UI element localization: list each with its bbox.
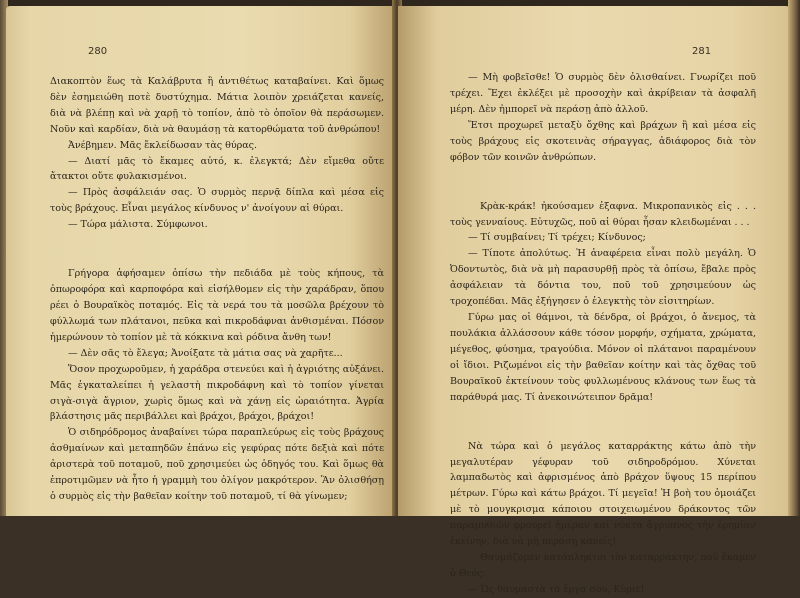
paragraph: — Τίποτε ἀπολύτως. Ἡ ἀναφέρεια εἶναι πολὺ μεγάλη. Ὁ Ὀδοντωτὸς, διὰ νὰ μὴ παρασυρθῇ πρὸς τὰ ὀπίσω, ἔβαλε πρὸς ἀσφάλειαν τὰ δόντια του, ποῦ τοῦ χρησιμεύουν ὡς τροχοπέδαι. Μᾶς ἐξήγησεν ὁ ἐλεγκτὴς τὸν εἰσιτηρίων. bbox=[450, 248, 756, 308]
paragraph: — Δὲν σᾶς τὸ ἔλεγα; Ἀνοίξατε τὰ μάτια σας νὰ χαρῆτε... bbox=[68, 347, 343, 359]
paragraph-gap bbox=[450, 415, 756, 429]
paragraph: Γρήγορα ἀφήσαμεν ὀπίσω τὴν πεδιάδα μὲ τοὺς κήπους, τὰ ὀπωροφόρα καὶ καρποφόρα καὶ εἰσήλθομεν εἰς τὴν χαράδραν, ὅπου ρέει ὁ Βουραϊκὸς ποταμός. Εἰς τὰ νερά του τὰ μοσῶλα βρέχουν τὸ φύλλωμά των πλάτανοι, πεῦκα καὶ πικροδάφναι ἀνθισμέναι. Πόσον ἡμερώνουν τὸ τοπίον μὲ τὰ κόκκινα καὶ ρόδινα ἄνθη των! bbox=[50, 268, 384, 343]
paragraph: Θαυμάζομεν κατάπληκτοι τὸν καταρράκτην, ποῦ ἔκαμεν ὁ Θεός: bbox=[450, 551, 756, 579]
paragraph: Γύρω μας οἱ θάμνοι, τὰ δένδρα, οἱ βράχοι, ὁ ἄνεμος, τὰ πουλάκια ἀλλάσσουν κάθε τόσον μορφήν, σχήματα, χρώματα, μέγεθος, φύσημα, τραγούδια. Μόνον οἱ πλάτανοι παραμένουν οἱ ἴδιοι. Ριζωμένοι εἰς τὴν βαθεῖαν κοίτην καὶ τὰς ὄχθας τοῦ Βουραϊκοῦ ἐκτείνουν τοὺς φυλλωμένους κλάνους των ἕως τὰ παράθυρά μας. Τί ἀνεκοινώτειπον δρᾶμα! bbox=[450, 311, 756, 403]
paragraph: Ὁ σιδηρόδρομος ἀναβαίνει τώρα παραπλεύρως εἰς τοὺς βράχους ἀσθμαίνων καὶ μεταπηδῶν ἐπάνω εἰς γεφύρας πότε δεξιὰ καὶ πότε ἀριστερὰ τοῦ ποταμοῦ, ποῦ χρησιμεύει ὡς ὁδηγός του. Καὶ ὅμως θὰ ἐπροτιμῶμεν νὰ ἦτο ἡ γραμμὴ του ὀλίγον μακρότερον. Ἂν ὀλισθήσῃ ὁ συρμὸς εἰς τὴν βαθεῖαν κοίτην τοῦ ποταμοῦ, τί θὰ γίνωμεν; bbox=[50, 427, 384, 502]
paragraph: Ἔτσι προχωρεῖ μεταξὺ ὄχθης καὶ βράχων ἢ καὶ μέσα εἰς τοὺς βράχους εἰς σκοτεινὰς σήραγγας, ἀδιάφορος διὰ τὸν φόβον τῶν κοινῶν ἀνθρώπων. bbox=[450, 119, 756, 163]
right-page-number: 281 bbox=[692, 46, 712, 57]
right-page bbox=[398, 6, 790, 595]
book-edge-right bbox=[788, 0, 800, 516]
paragraph: Ἀνέβημεν. Μᾶς ἔκλείδωσαν τὰς θύρας. bbox=[68, 139, 257, 151]
paragraph-gap bbox=[450, 175, 756, 189]
left-page bbox=[6, 6, 396, 516]
paragraph: Νὰ τώρα καὶ ὁ μεγάλος καταρράκτης κάτω ἀπὸ τὴν μεγαλυτέραν γέφυραν τοῦ σιδηροδρόμου. Χύνεται λαμπαδωτὸς καὶ ἀφρισμένος ἀπὸ βράχον ὕψους 15 περίπου μέτρων. Γύρω καὶ κάτω βράχοι. Τί μεγεῖα! Ἡ βοὴ του ὁμοιάζει μὲ τὸ μουγκρισμα κάποιου στοιχειωμένου δράκοντος τῶν παραμυθιῶν φρουρεῖ ἡμέραν καὶ νύκτα ἄγρυπνος τὴν ἐρημίαν ἐκείνην, διὰ νὰ μὴ περάσῃ κανείς! bbox=[450, 440, 756, 548]
paragraph: Διακοπτὸν ἕως τὰ Καλάβρυτα ἢ ἀντιθέτως καταβαίνει. Καὶ ὅμως δὲν ἐσημειώθη ποτὲ δυστύχημα. Μάτια λοιπὸν χρειάζεται κανείς, διὰ νὰ βλέπῃ καὶ νὰ χαρῇ τὸ τοπίον, ἀπὸ τὸ ὁποῖον θὰ περάσωμεν. Νοῦν καὶ καρδίαν, διὰ νὰ θαυμάσῃ τὰ κατορθώματα τοῦ ἀνθρώπου! bbox=[50, 76, 384, 135]
paragraph-gap bbox=[50, 243, 384, 257]
left-page-text bbox=[50, 74, 384, 505]
paragraph: Κρὰκ-κράκ! ἠκούσαμεν ἐξαφνα. Μικροπανικὸς εἰς . . . τοὺς γενναίους. Εὐτυχῶς, ποῦ αἱ θύραι ἦσαν κλειδωμέναι . . . bbox=[450, 200, 756, 228]
paragraph: — Ὡς θαυμαστὰ τὰ ἔργα σου, Κύριε! bbox=[468, 583, 645, 595]
paragraph: — Πρὸς ἀσφάλειάν σας. Ὁ συρμὸς περνᾷ δίπλα καὶ μέσα εἰς τοὺς βράχους. Εἶναι μεγάλος κίνδυνος ν' ἀνοίγουν αἱ θύραι. bbox=[50, 187, 384, 215]
paragraph: — Τί συμβαίνει; Τί τρέχει; Κίνδυνος; bbox=[468, 232, 646, 244]
paragraph: — Διατί μᾶς τὸ ἔκαμες αὐτό, κ. ἐλεγκτά; Δὲν εἴμεθα οὔτε ἄτακτοι οὔτε φυλακισμένοι. bbox=[50, 155, 384, 183]
paragraph: — Τώρα μάλιστα. Σύμφωνοι. bbox=[68, 219, 208, 231]
paragraph: Ὅσον προχωροῦμεν, ἡ χαράδρα στενεύει καὶ ἡ ἀγριότης αὐξάνει. Μᾶς ἐγκαταλείπει ἡ γελαστὴ πικροδάφνη καὶ τὸ τοπίον γίνεται σιγὰ-σιγὰ ἄγριον, χωρὶς ὅμως καὶ νὰ χάνῃ εἰς ὡραιότητα. Ἀγρία βλάστησις μᾶς περιβάλλει καὶ βράχοι, βράχοι, βράχοι! bbox=[50, 363, 384, 423]
right-page-text bbox=[450, 70, 756, 598]
paragraph: — Μὴ φοβεῖσθε! Ὁ συρμὸς δὲν ὀλισθαίνει. Γνωρίζει ποῦ τρέχει. Ἔχει ἐκλέξει μὲ προσοχὴν καὶ ἀκρίβειαν τὰ ἀσφαλῆ μέρη. Δὲν ἠμπορεῖ νὰ περάσῃ ἀπὸ ἀλλοῦ. bbox=[450, 72, 756, 115]
left-page-number: 280 bbox=[88, 46, 108, 57]
